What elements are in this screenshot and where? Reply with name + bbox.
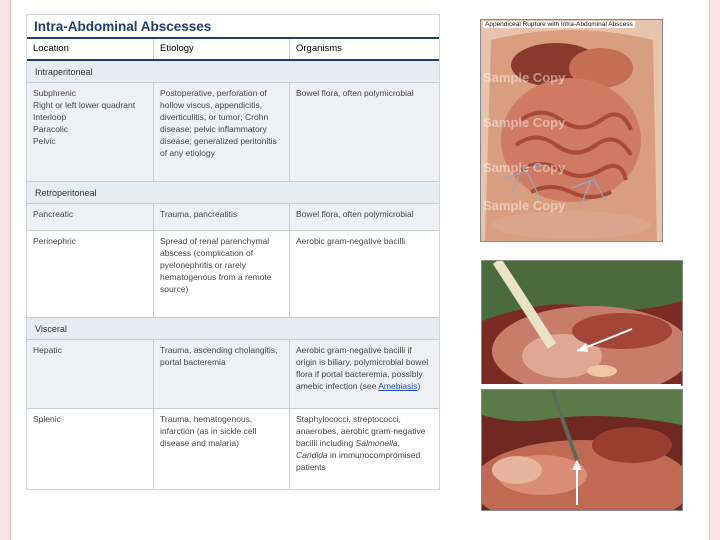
surgical-photo-bottom [481, 389, 683, 511]
table-row [27, 340, 439, 409]
location-cell [27, 83, 153, 181]
etiology-cell: Spread of renal parenchymal abscess (complication of pyelonephritis or rarely hematogenous from a remote source) [153, 231, 289, 317]
location-cell: Hepatic [33, 345, 62, 355]
table-title: Intra-Abdominal Abscesses [34, 19, 212, 34]
table-header [27, 37, 439, 61]
table-row [27, 204, 439, 231]
organisms-cell: Aerobic gram-negative bacilli [289, 231, 439, 317]
location-cell: Splenic [33, 414, 61, 424]
watermark: Sample Copy [483, 198, 566, 213]
location-item: Pelvic [33, 136, 56, 146]
organism-salmonella: Salmonella [355, 438, 398, 448]
abscess-table [26, 14, 440, 490]
slide-border-left [0, 0, 10, 540]
section-intraperitoneal: Intraperitoneal [27, 61, 439, 83]
organisms-text: Staphylococci, streptococci, anaerobes, aerobic gram-negative bacilli including [296, 414, 426, 448]
slide-border-left-line [10, 0, 11, 540]
location-item: Right or left lower quadrant [33, 100, 136, 110]
table-row [27, 83, 439, 182]
location-cell: Pancreatic [33, 209, 74, 219]
organisms-text: Aerobic gram-negative bacilli if origin is biliary, polymicrobial bowel flora if portal bacteremia, possibly amebic infection (see [296, 345, 429, 391]
location-item: Subphrenic [33, 88, 77, 98]
location-cell: Perinephric [33, 236, 76, 246]
surgical-photo-top [481, 260, 683, 386]
organisms-cell [289, 340, 439, 408]
header-etiology: Etiology [153, 39, 289, 59]
surgical-photo-top-drawing [482, 261, 682, 385]
etiology-cell: Trauma, hematogenous, infarction (as in sickle cell disease and malaria) [153, 409, 289, 490]
location-item: Interloop [33, 112, 67, 122]
table-row [27, 409, 439, 490]
slide-border-right-line [709, 0, 710, 540]
header-location: Location [33, 43, 69, 54]
organisms-cell: Bowel flora, often polymicrobial [289, 204, 439, 230]
organism-candida: Candida [296, 450, 328, 460]
location-item: Paracolic [33, 124, 68, 134]
header-organisms: Organisms [289, 39, 439, 59]
watermark: Sample Copy [483, 160, 566, 175]
surgical-photo-bottom-drawing [482, 390, 682, 510]
etiology-cell: Postoperative, perforation of hollow viscus, appendicitis, diverticulitis, or tumor; Crohn disease; pelvic inflammatory disease; generalized peritonitis of any etiology [153, 83, 289, 181]
table-row [27, 231, 439, 318]
etiology-cell: Trauma, ascending cholangitis, portal bacteremia [153, 340, 289, 408]
anatomy-illustration [480, 19, 663, 242]
organisms-cell: Bowel flora, often polymicrobial [289, 83, 439, 181]
watermark: Sample Copy [483, 115, 566, 130]
anatomy-caption: Appendiceal Rupture with Intra-Abdominal Abscess [485, 21, 633, 28]
slide-border-right [710, 0, 720, 540]
organisms-separator: , [397, 438, 400, 448]
amebiasis-link[interactable]: Amebiasis [378, 381, 418, 391]
etiology-cell: Trauma, pancreatitis [153, 204, 289, 230]
section-retroperitoneal: Retroperitoneal [27, 182, 439, 204]
section-visceral: Visceral [27, 318, 439, 340]
organisms-text-end: ) [417, 381, 421, 391]
organisms-text-end: in immunocompromised patients [296, 450, 421, 472]
organisms-cell [289, 409, 439, 490]
watermark: Sample Copy [483, 70, 566, 85]
